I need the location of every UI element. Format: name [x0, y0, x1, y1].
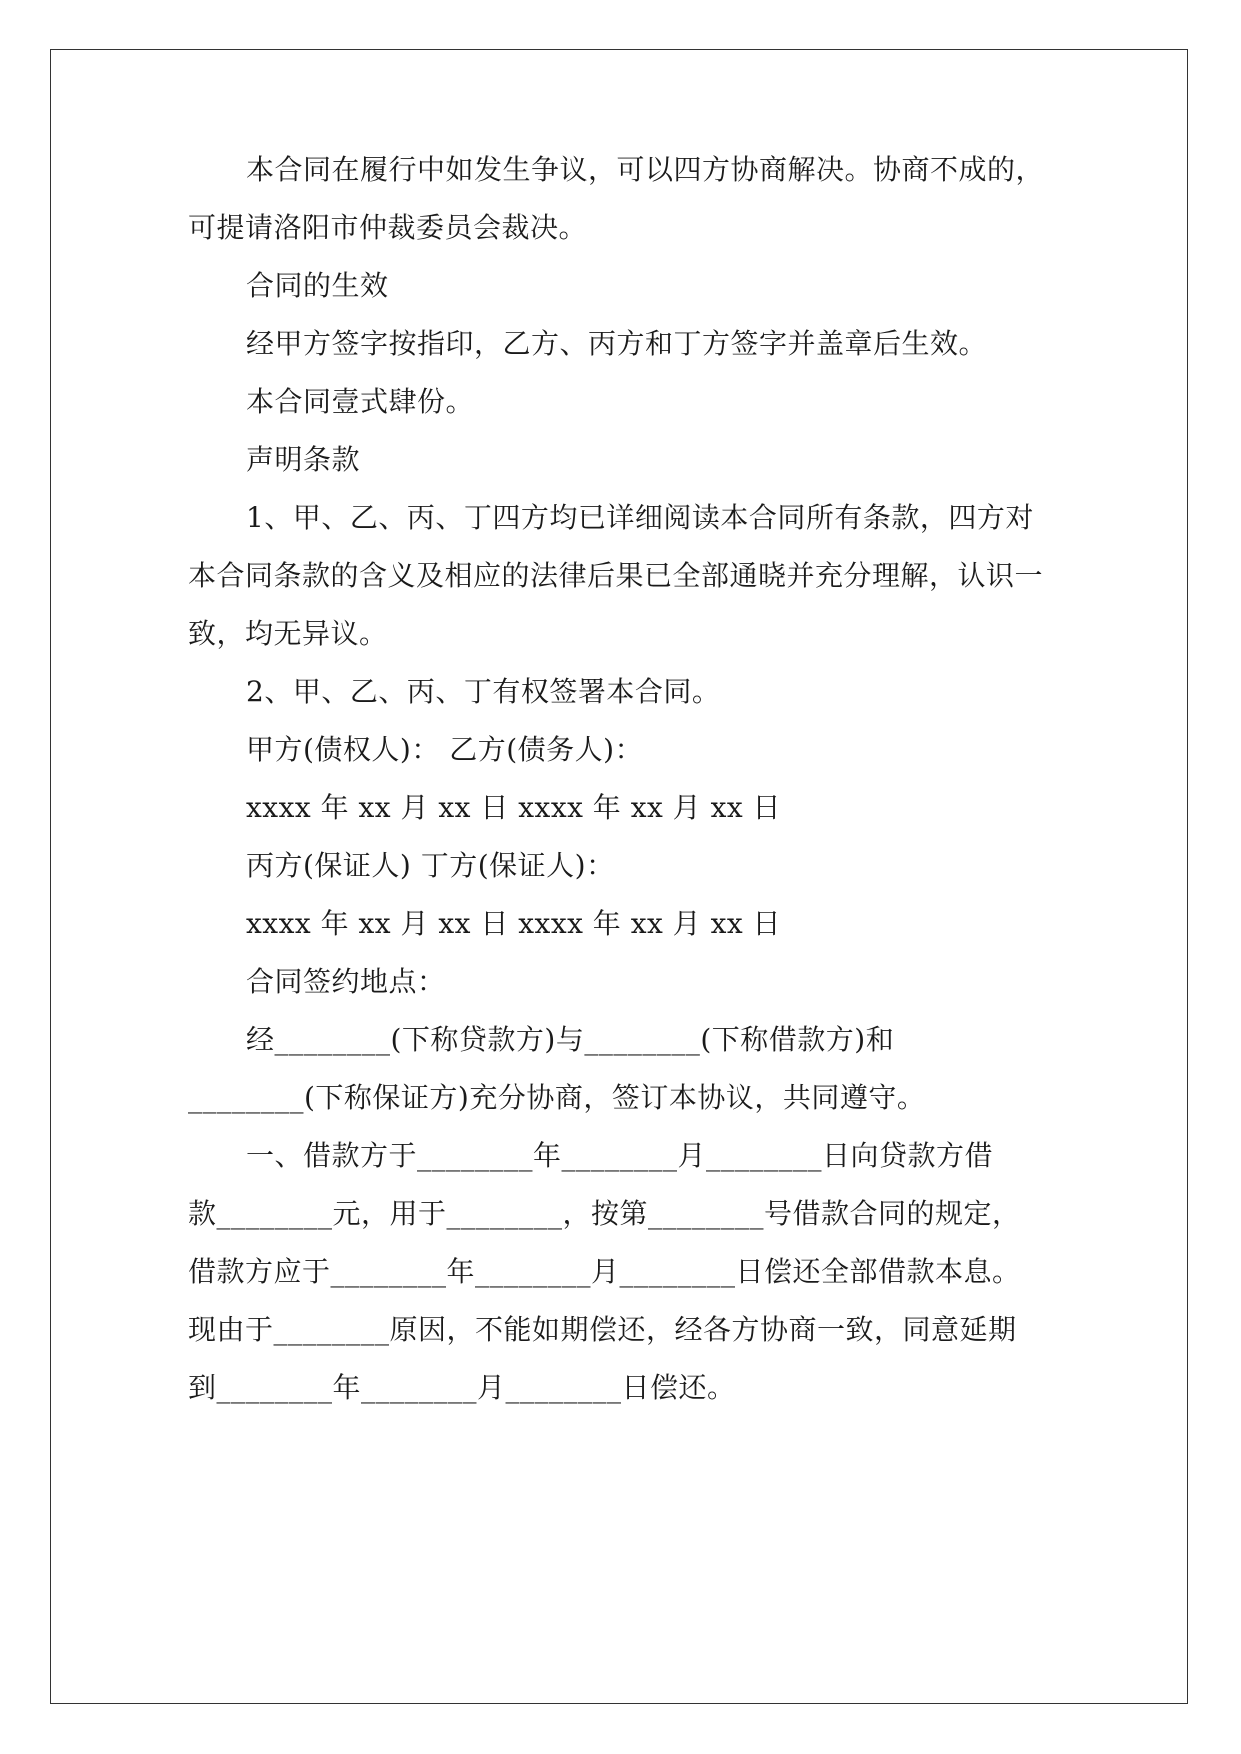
- article-1-line-3: 借款方应于________年________月________日偿还全部借款本息。: [188, 1255, 1021, 1288]
- clause-1-line-1: 1、甲、乙、丙、丁四方均已详细阅读本合同所有条款，四方对: [246, 501, 1034, 534]
- article-1-line-2: 款________元，用于________，按第________号借款合同的规定，: [188, 1197, 1021, 1230]
- signature-parties-ab: 甲方(债权人)： 乙方(债务人)：: [246, 733, 644, 766]
- paragraph-copies: 本合同壹式肆份。: [246, 385, 475, 418]
- section-heading-declaration: 声明条款: [246, 443, 361, 476]
- clause-2: 2、甲、乙、丙、丁有权签署本合同。: [246, 675, 721, 708]
- agreement-intro-line-1: 经________(下称贷款方)与________(下称借款方)和: [246, 1023, 895, 1056]
- article-1-line-5: 到________年________月________日偿还。: [188, 1371, 736, 1404]
- signing-location: 合同签约地点：: [246, 965, 446, 998]
- signature-dates-ab: xxxx 年 xx 月 xx 日 xxxx 年 xx 月 xx 日: [246, 791, 782, 824]
- section-heading-effect: 合同的生效: [246, 269, 389, 302]
- agreement-intro-line-2: ________(下称保证方)充分协商，签订本协议，共同遵守。: [188, 1081, 926, 1114]
- signature-parties-cd: 丙方(保证人) 丁方(保证人)：: [246, 849, 615, 882]
- clause-1-line-3: 致，均无异议。: [188, 617, 388, 650]
- clause-1-line-2: 本合同条款的含义及相应的法律后果已全部通晓并充分理解，认识一: [188, 559, 1044, 592]
- paragraph-dispute-line-2: 可提请洛阳市仲裁委员会裁决。: [188, 211, 588, 244]
- signature-dates-cd: xxxx 年 xx 月 xx 日 xxxx 年 xx 月 xx 日: [246, 907, 782, 940]
- paragraph-effect: 经甲方签字按指印，乙方、丙方和丁方签字并盖章后生效。: [246, 327, 988, 360]
- article-1-line-4: 现由于________原因，不能如期偿还，经各方协商一致，同意延期: [188, 1313, 1017, 1346]
- paragraph-dispute-line-1: 本合同在履行中如发生争议，可以四方协商解决。协商不成的，: [246, 153, 1045, 186]
- article-1-line-1: 一、借款方于________年________月________日向贷款方借: [246, 1139, 994, 1172]
- page-border: [50, 49, 1188, 1704]
